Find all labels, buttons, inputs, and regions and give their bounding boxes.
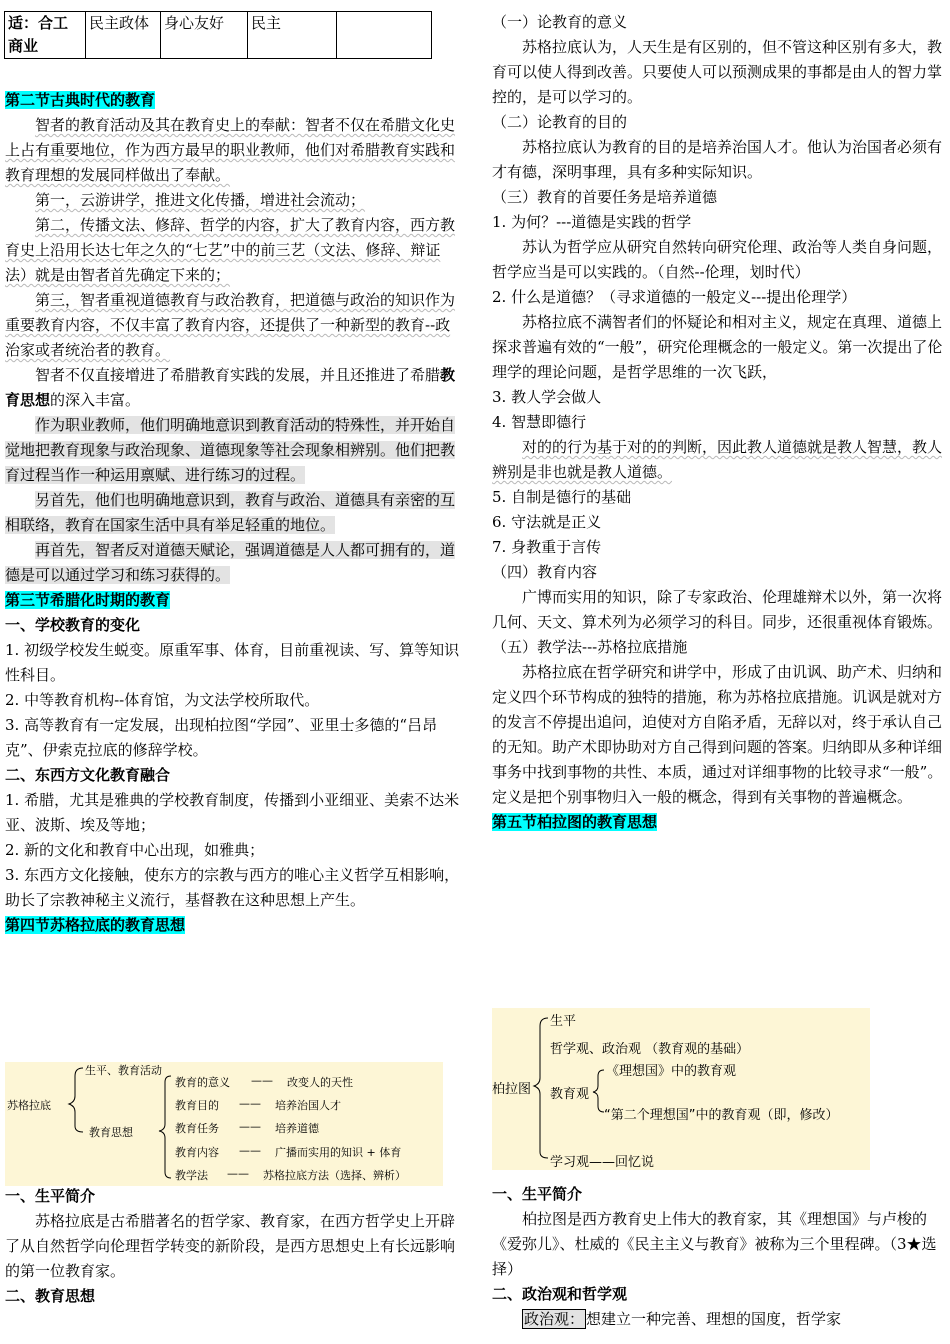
- list-item: 2. 中等教育机构--体育馆，为文法学校所取代。: [5, 691, 320, 709]
- diagram-dash: ——: [227, 1167, 249, 1180]
- paragraph: 智者不仅直接增进了希腊教育实践的发展，并且还推进了希腊教育思想的深入丰富。: [5, 366, 456, 409]
- diagram-node: 学习观——回忆说: [550, 1155, 655, 1170]
- paragraph: 第三，智者重视道德教育与政治教育，把道德与政治的知识作为重要教育内容，不仅丰富了教育内容，还提供了一种新型的教育--政治家或者统治者的教育。: [5, 291, 456, 359]
- diagram-dash: ——: [239, 1097, 261, 1110]
- diagram-node: 教学法: [175, 1169, 208, 1182]
- diagram-node: 教育思想: [89, 1126, 133, 1139]
- list-item: 3. 东西方文化接触，使东方的宗教与西方的唯心主义哲学互相影响，助长了宗教神秘主义流行，基督教在这种思想上产生。: [5, 866, 460, 909]
- paragraph: 苏格拉底不满智者们的怀疑论和相对主义，规定在真理、道德上探求普遍有效的“一般”，研究伦理概念的一般定义。第一次提出了伦理学的理论问题，是哲学思维的一次飞跃，: [492, 313, 943, 381]
- heading: （二）论教育的目的: [492, 113, 628, 131]
- diagram-node: “第二个理想国”中的教育观（即，修改）: [604, 1108, 839, 1123]
- paragraph: 再首先，智者反对道德天赋论，强调道德是人人都可拥有的，道德是可以通过学习和练习获得的。: [5, 541, 456, 584]
- heading: 一、学校教育的变化: [5, 616, 141, 634]
- label-box: 政治观：: [524, 1310, 585, 1328]
- list-item: 3. 教人学会做人: [492, 388, 602, 406]
- list-item: 7. 身教重于言传: [492, 538, 602, 556]
- diagram-node: 教育的意义: [175, 1076, 230, 1089]
- diagram-node: 教育内容: [175, 1146, 219, 1159]
- right-column: [492, 10, 944, 835]
- heading: （一）论教育的意义: [492, 13, 628, 31]
- table-cell: 身心友好: [161, 12, 248, 59]
- heading: 一、生平简介: [492, 1185, 583, 1203]
- right-column-bottom: [492, 1182, 944, 1332]
- diagram-dash: ——: [239, 1120, 261, 1133]
- diagram-node: 培养道德: [275, 1122, 319, 1135]
- diagram-node: 教育目的: [175, 1099, 219, 1112]
- heading: 二、政治观和哲学观: [492, 1285, 628, 1303]
- diagram-node: 培养治国人才: [275, 1099, 341, 1112]
- paragraph: 广博而实用的知识，除了专家政治、伦理雄辩术以外，第一次将几何、天文、算术列为必须学习的科目。同步，还很重视体育锻炼。: [492, 588, 943, 631]
- paragraph: 柏拉图是西方教育史上伟大的教育家，其《理想国》与卢梭的《爱弥儿》、杜威的《民主主义与教育》被称为三个里程碑。（3★选择）: [492, 1210, 937, 1278]
- paragraph: 第一，云游讲学，推进文化传播，增进社会流动；: [35, 191, 366, 209]
- heading: 二、东西方文化教育融合: [5, 766, 171, 784]
- list-item: 4. 智慧即德行: [492, 413, 587, 431]
- plato-diagram: [492, 1008, 870, 1170]
- paragraph: 政治观： 想建立一种完善、理想的国度，哲学家: [524, 1310, 842, 1328]
- diagram-node: 《理想国》中的教育观: [606, 1064, 737, 1079]
- paragraph: 苏格拉底认为，人天生是有区别的，但不管这种区别有多大，教育可以使人得到改善。只要使人可以预测成果的事都是由人的智力掌控的，是可以学习的。: [492, 38, 943, 106]
- paragraph: 对的的行为基于对的的判断，因此教人道德就是教人智慧，教人辨别是非也就是教人道德。: [492, 438, 943, 481]
- socrates-diagram: [5, 1062, 443, 1186]
- section-title: 第四节苏格拉底的教育思想: [5, 916, 186, 934]
- paragraph: 智者的教育活动及其在教育史上的奉献：智者不仅在希腊文化史上占有重要地位，作为西方最早的职业教师，他们对希腊教育实践和教育理想的发展同样做出了奉献。: [5, 116, 456, 184]
- left-column: [5, 88, 460, 938]
- diagram-node: 生平、教育活动: [85, 1064, 162, 1077]
- paragraph: 作为职业教师，他们明确地意识到教育活动的特殊性，并开始自觉地把教育现象与政治现象、道德现象等社会现象相辨别。他们把教育过程当作一种运用禀赋、进行练习的过程。: [5, 416, 456, 484]
- section-title: 第二节古典时代的教育: [5, 91, 156, 109]
- paragraph: 苏认为哲学应从研究自然转向研究伦理、政治等人类自身问题，哲学应当是可以实践的。（自然--伦理，划时代）: [492, 238, 943, 281]
- list-item: 2. 什么是道德？（寻求道德的一般定义---提出伦理学）: [492, 288, 857, 306]
- diagram-dash: ——: [239, 1144, 261, 1157]
- list-item: 1. 希腊，尤其是雅典的学校教育制度，传播到小亚细亚、美索不达米亚、波斯、埃及等地；: [5, 791, 460, 834]
- diagram-node: 改变人的天性: [287, 1076, 353, 1089]
- heading: （三）教育的首要任务是培养道德: [492, 188, 718, 206]
- diagram-node: 教育任务: [175, 1122, 219, 1135]
- paragraph: 苏格拉底认为教育的目的是培养治国人才。他认为治国者必须有才有德，深明事理，具有多种实际知识。: [492, 138, 943, 181]
- table-cell: 民主政体: [86, 12, 161, 59]
- paragraph: 苏格拉底在哲学研究和讲学中，形成了由讥讽、助产术、归纳和定义四个环节构成的独特的措施，称为苏格拉底措施。讥讽是就对方的发言不停提出追问，迫使对方自陷矛盾，无辞以对，终于承认自己的无知。助产术即协助对方自己得到问题的答案。归纳即从多种详细事务中找到事物的共性、本质，通过对详细事物的比较寻求“一般”。定义是把个别事物归入一般的概念，得到有关事物的普遍概念。: [492, 663, 943, 806]
- list-item: 1. 为何？---道德是实践的哲学: [492, 213, 692, 231]
- list-item: 1. 初级学校发生蜕变。原重军事、体育，目前重视读、写、算等知识性科目。: [5, 641, 460, 684]
- paragraph: 第二，传播文法、修辞、哲学的内容，扩大了教育内容，西方教育史上沿用长达七年之久的“七艺”中的前三艺（文法、修辞、辩证法）就是由智者首先确定下来的；: [5, 216, 456, 284]
- top-table: [4, 11, 432, 59]
- diagram-root: 柏拉图: [492, 1082, 532, 1097]
- table-cell: 适：合工商业: [5, 12, 86, 59]
- diagram-node: 教育观: [550, 1087, 590, 1102]
- diagram-brackets: [492, 1008, 870, 1170]
- heading: 二、教育思想: [5, 1287, 96, 1305]
- paragraph: 苏格拉底是古希腊著名的哲学家、教育家，在西方哲学史上开辟了从自然哲学向伦理哲学转变的新阶段，是西方思想史上有长远影响的第一位教育家。: [5, 1212, 456, 1280]
- section-title: 第五节柏拉图的教育思想: [492, 813, 658, 831]
- diagram-node: 广播而实用的知识 + 体育: [275, 1146, 402, 1159]
- diagram-node: 生平: [550, 1014, 577, 1029]
- table-cell: [337, 12, 432, 59]
- heading: （四）教育内容: [492, 563, 598, 581]
- table-cell: 民主: [248, 12, 337, 59]
- heading: （五）教学法---苏格拉底措施: [492, 638, 688, 656]
- paragraph: 另首先，他们也明确地意识到，教育与政治、道德具有亲密的互相联络，教育在国家生活中具有举足轻重的地位。: [5, 491, 456, 534]
- left-column-bottom: [5, 1184, 460, 1309]
- list-item: 2. 新的文化和教育中心出现，如雅典；: [5, 841, 265, 859]
- list-item: 5. 自制是德行的基础: [492, 488, 632, 506]
- list-item: 3. 高等教育有一定发展，出现柏拉图“学园”、亚里士多德的“吕昂克”、伊索克拉底的修辞学校。: [5, 716, 438, 759]
- list-item: 6. 守法就是正义: [492, 513, 602, 531]
- diagram-root: 苏格拉底: [7, 1099, 51, 1112]
- heading: 一、生平简介: [5, 1187, 96, 1205]
- diagram-dash: ——: [251, 1074, 273, 1087]
- diagram-node: 苏格拉底方法（选择、辨析）: [263, 1169, 406, 1182]
- section-title: 第三节希腊化时期的教育: [5, 591, 171, 609]
- diagram-node: 哲学观、政治观 （教育观的基础）: [550, 1042, 750, 1057]
